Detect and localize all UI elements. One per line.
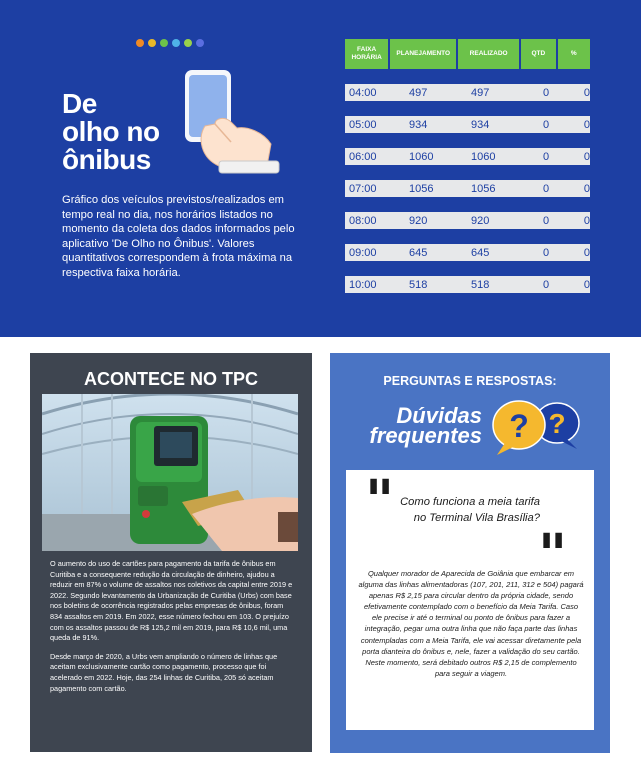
tpc-text xyxy=(50,559,295,694)
row-planned: 920 xyxy=(409,214,428,227)
tpc-paragraph: Desde março de 2020, a Urbs vem ampliando o número de linhas que aceitam exclusivamente cartão como pagamento, processo que foi acelerado em 2022. Hoje, das 254 linhas de Curitiba, 205 só aceitam pagamento com cartão. xyxy=(50,651,278,693)
faq-answer: Qualquer morador de Aparecida de Goiânia que embarcar em alguma das linhas alimentadoras (107, 201, 211, 312 e 504) pagará apenas R$ 2,15 para circular dentro da própria cidade, sendo efetivamente contemplado com o benefício da Meia Tarifa. Caso ele precise ir até o terminal ou ponto de ônibus para fazer a integração, pegar uma outra linha que não faça parte das linhas contempladas com a Meia Tarifa, ele vai acessar diretamente pela porta dianteira do ônibus e, nele, fazer a validação do seu cartão. Neste momento, será debitado outros R$ 2,15 de complemento para seguir a viagem. xyxy=(358,569,584,678)
row-time: 09:00 xyxy=(349,246,377,259)
schedule-row xyxy=(345,212,590,229)
headline-line: olho no xyxy=(62,116,160,147)
faq-title xyxy=(357,403,482,448)
dot xyxy=(136,39,144,47)
row-realized: 645 xyxy=(471,246,490,259)
row-realized: 934 xyxy=(471,118,490,131)
row-pct: 0 xyxy=(583,182,590,195)
schedule-row xyxy=(345,276,590,293)
schedule-row xyxy=(345,180,590,197)
headline xyxy=(62,90,182,174)
row-pct: 0 xyxy=(583,150,590,163)
faq-title-line: frequentes xyxy=(369,423,482,448)
svg-text:?: ? xyxy=(509,408,529,444)
row-realized: 1060 xyxy=(471,150,496,163)
row-pct: 0 xyxy=(583,278,590,291)
svg-text:?: ? xyxy=(548,408,566,439)
row-planned: 497 xyxy=(409,86,428,99)
hand-phone-icon xyxy=(175,66,285,176)
faq-card xyxy=(330,353,610,753)
header-realizado: REALIZADO xyxy=(458,39,519,69)
schedule-table xyxy=(345,39,590,293)
headline-line: ônibus xyxy=(62,144,151,175)
row-planned: 645 xyxy=(409,246,428,259)
schedule-row xyxy=(345,116,590,133)
row-qtd: 0 xyxy=(542,118,550,131)
row-time: 10:00 xyxy=(349,278,377,291)
dot xyxy=(148,39,156,47)
schedule-row xyxy=(345,244,590,261)
row-planned: 934 xyxy=(409,118,428,131)
row-planned: 1056 xyxy=(409,182,434,195)
dot xyxy=(160,39,168,47)
schedule-row xyxy=(345,84,590,101)
headline-line: De xyxy=(62,88,97,119)
row-realized: 518 xyxy=(471,278,490,291)
schedule-header xyxy=(345,39,590,69)
header-planejamento: PLANEJAMENTO xyxy=(390,39,456,69)
row-pct: 0 xyxy=(583,86,590,99)
faq-header: PERGUNTAS E RESPOSTAS: xyxy=(383,374,557,388)
row-qtd: 0 xyxy=(542,150,550,163)
row-pct: 0 xyxy=(583,214,590,227)
tpc-card xyxy=(30,353,312,752)
tpc-paragraph: O aumento do uso de cartões para pagamento da tarifa de ônibus em Curitiba e a consequente redução da circulação de dinheiro, ajudou a reduzir em 87% o volume de assaltos nos coletivos da capital entre 2019 e 2022. Segundo levantamento da Urbanização de Curitiba (Urbs) com base nos boletins de ocorrência registrados pelas empresas de ônibus, foram 834 assaltos em 2019. Em 2022, esse número fechou em 103. O prejuízo com os assaltos passou de R$ 125,2 mil em 2019, para R$ 10,6 mil, uma queda de 91%. xyxy=(50,559,293,643)
question-bubbles-icon xyxy=(485,397,585,457)
row-realized: 920 xyxy=(471,214,490,227)
faq-question: Como funciona a meia tarifa no Terminal Vila Brasília? xyxy=(400,496,540,524)
description: Gráfico dos veículos previstos/realizados em tempo real no dia, nos horários listados no momento da coleta dos dados informados pelo aplicativo 'De Olho no Ônibus'. Valores quantitativos correspondem à frota máxima na respectiva faixa horária. xyxy=(62,194,295,279)
header-pct: % xyxy=(558,39,590,69)
row-qtd: 0 xyxy=(542,86,550,99)
row-realized: 497 xyxy=(471,86,490,99)
row-planned: 1060 xyxy=(409,150,434,163)
row-qtd: 0 xyxy=(542,182,550,195)
quote-open-icon: " xyxy=(365,468,395,534)
row-qtd: 0 xyxy=(542,246,550,259)
decorative-dots xyxy=(136,39,204,47)
top-banner xyxy=(0,0,641,337)
row-time: 08:00 xyxy=(349,214,377,227)
row-pct: 0 xyxy=(583,246,590,259)
dot xyxy=(172,39,180,47)
header-qtd: QTD xyxy=(521,39,555,69)
header-faixa: FAIXA HORÁRIA xyxy=(345,39,388,69)
row-time: 07:00 xyxy=(349,182,377,195)
row-planned: 518 xyxy=(409,278,428,291)
dot xyxy=(196,39,204,47)
row-time: 05:00 xyxy=(349,118,377,131)
dot xyxy=(184,39,192,47)
row-time: 06:00 xyxy=(349,150,377,163)
row-realized: 1056 xyxy=(471,182,496,195)
tpc-title: ACONTECE NO TPC xyxy=(83,369,258,389)
row-pct: 0 xyxy=(583,118,590,131)
card-reader-photo xyxy=(42,394,298,551)
row-qtd: 0 xyxy=(542,278,550,291)
faq-box xyxy=(346,470,594,730)
quote-close-icon: " xyxy=(538,522,568,588)
faq-title-line: Dúvidas xyxy=(396,403,482,428)
row-time: 04:00 xyxy=(349,86,377,99)
schedule-row xyxy=(345,148,590,165)
row-qtd: 0 xyxy=(542,214,550,227)
